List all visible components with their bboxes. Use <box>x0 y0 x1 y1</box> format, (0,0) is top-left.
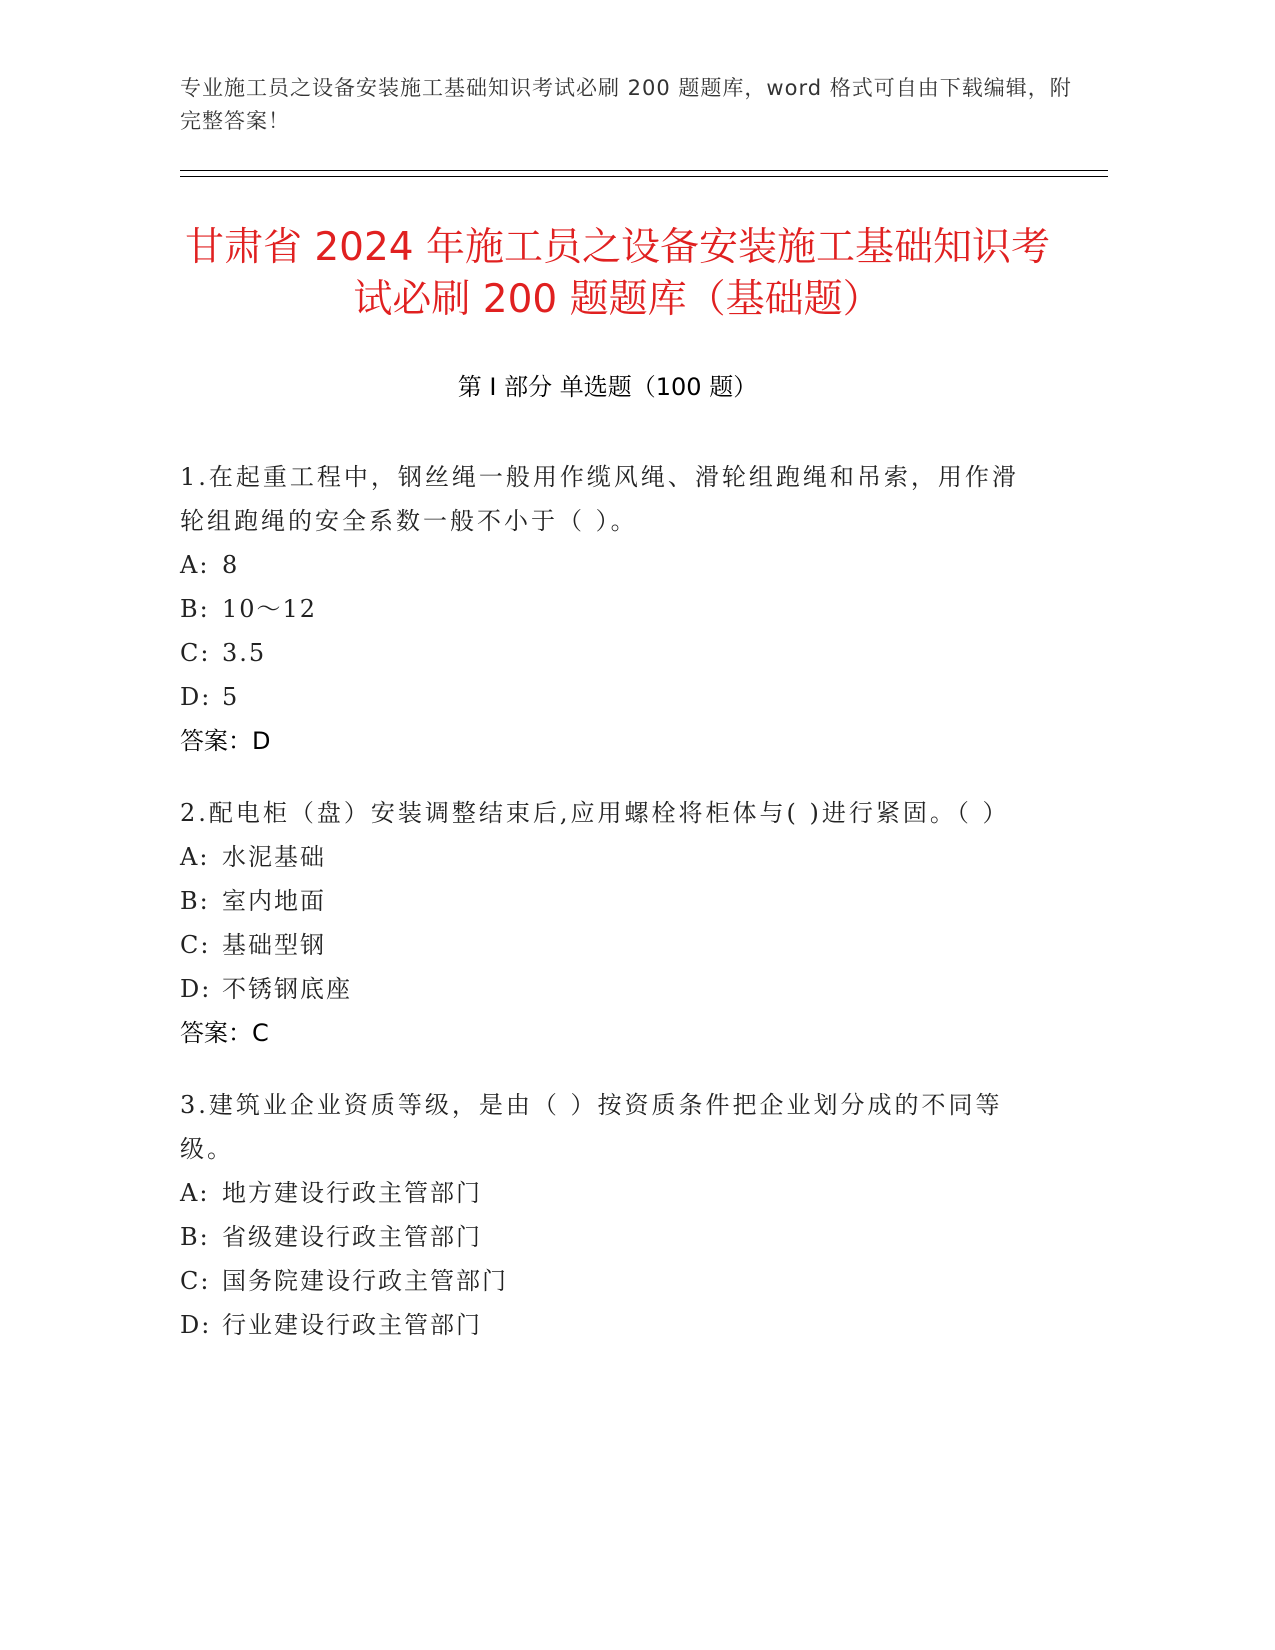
question-stem: 3.建筑业企业资质等级，是由（ ）按资质条件把企业划分成的不同等级。 <box>180 1091 1003 1163</box>
option-text: 水泥基础 <box>222 843 326 871</box>
option-a <box>180 835 1040 879</box>
option-c <box>180 923 1040 967</box>
question-1 <box>180 455 1040 763</box>
option-c <box>180 631 1040 675</box>
question-stem: 1.在起重工程中，钢丝绳一般用作缆风绳、滑轮组跑绳和吊索，用作滑轮组跑绳的安全系数一般不小于（ ）。 <box>180 463 1019 535</box>
option-text: 5 <box>222 683 240 711</box>
question-3 <box>180 1083 1040 1347</box>
option-letter: B: <box>180 595 210 623</box>
option-letter: B: <box>180 1223 210 1251</box>
option-text: 10～12 <box>222 595 318 623</box>
option-text: 基础型钢 <box>222 931 326 959</box>
option-a <box>180 1171 1040 1215</box>
option-text: 不锈钢底座 <box>222 975 352 1003</box>
option-letter: A: <box>180 1179 210 1207</box>
option-text: 8 <box>222 551 240 579</box>
document-title: 甘肃省 2024 年施工员之设备安装施工基础知识考试必刷 200 题题库（基础题） <box>184 225 1051 322</box>
question-list <box>180 455 1040 1375</box>
option-letter: A: <box>180 843 210 871</box>
option-d <box>180 967 1040 1011</box>
option-text: 省级建设行政主管部门 <box>222 1223 482 1251</box>
option-a <box>180 543 1040 587</box>
option-letter: D: <box>180 975 212 1003</box>
option-text: 室内地面 <box>222 887 326 915</box>
option-letter: A: <box>180 551 210 579</box>
question-2 <box>180 791 1040 1055</box>
option-text: 国务院建设行政主管部门 <box>222 1267 508 1295</box>
option-letter: D: <box>180 1311 212 1339</box>
question-stem: 2.配电柜（盘）安装调整结束后,应用螺栓将柜体与( )进行紧固。（ ） <box>180 799 1010 827</box>
option-letter: C: <box>180 639 211 667</box>
option-text: 地方建设行政主管部门 <box>222 1179 482 1207</box>
header-note: 专业施工员之设备安装施工基础知识考试必刷 200 题题库，word 格式可自由下载编辑，附完整答案！ <box>180 76 1072 133</box>
option-letter: C: <box>180 931 211 959</box>
header-rule-top <box>180 170 1108 171</box>
answer-line: 答案：C <box>180 1019 269 1047</box>
option-letter: B: <box>180 887 210 915</box>
option-text: 行业建设行政主管部门 <box>222 1311 482 1339</box>
answer-line: 答案：D <box>180 727 271 755</box>
option-text: 3.5 <box>222 639 267 667</box>
option-letter: C: <box>180 1267 211 1295</box>
option-b <box>180 1215 1040 1259</box>
header-rule-bottom <box>180 176 1108 177</box>
section-heading: 第 I 部分 单选题（100 题） <box>457 373 758 401</box>
option-c <box>180 1259 1040 1303</box>
option-d <box>180 1303 1040 1347</box>
option-d <box>180 675 1040 719</box>
option-b <box>180 587 1040 631</box>
option-b <box>180 879 1040 923</box>
option-letter: D: <box>180 683 212 711</box>
